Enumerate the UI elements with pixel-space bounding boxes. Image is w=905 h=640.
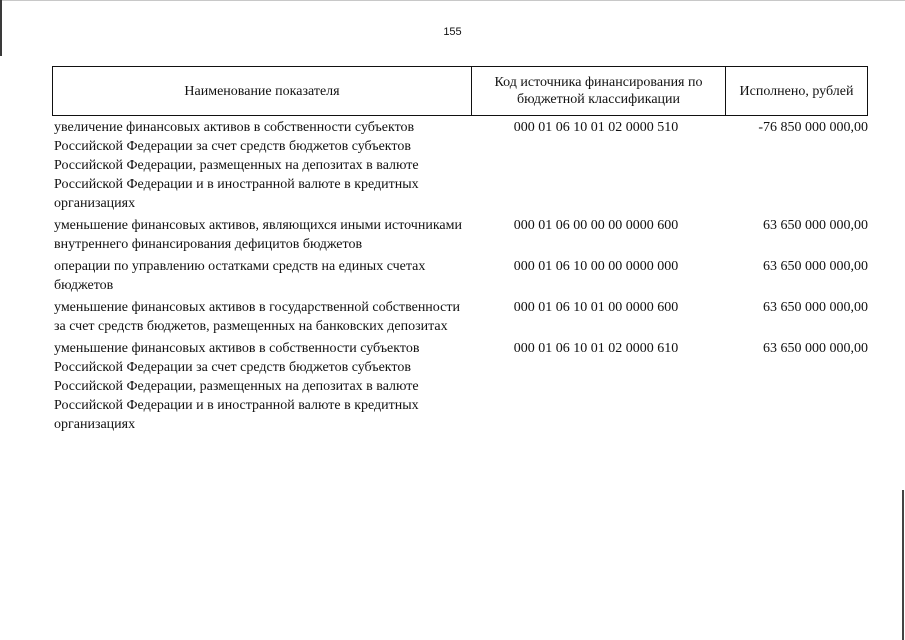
column-header-name: Наименование показателя bbox=[53, 67, 472, 115]
row-code: 000 01 06 10 01 02 0000 510 bbox=[513, 120, 679, 135]
row-name: уменьшение финансовых активов в собственности субъектов Российской Федерации за счет средств бюджетов субъектов Российской Федерации, размещенных на депозитах в валюте Российской Федерации и в иностранной валюте в кредитных организациях bbox=[54, 341, 420, 432]
table-row bbox=[54, 216, 868, 254]
row-amount: 63 650 000 000,00 bbox=[763, 259, 868, 274]
row-amount: 63 650 000 000,00 bbox=[763, 218, 868, 233]
scan-top-border bbox=[0, 0, 905, 1]
table-row bbox=[54, 257, 868, 295]
row-name: увеличение финансовых активов в собственности субъектов Российской Федерации за счет средств бюджетов субъектов Российской Федерации, размещенных на депозитах в валюте Российской Федерации и в иностранной валюте в кредитных организациях bbox=[54, 120, 419, 211]
row-amount: 63 650 000 000,00 bbox=[763, 341, 868, 356]
row-name: уменьшение финансовых активов в государственной собственности за счет средств бюджетов, размещенных на банковских депозитах bbox=[54, 300, 460, 334]
column-header-code: Код источника финансирования по бюджетной классификации bbox=[472, 67, 726, 115]
row-code: 000 01 06 10 01 00 0000 600 bbox=[513, 300, 679, 315]
row-code: 000 01 06 10 01 02 0000 610 bbox=[513, 341, 679, 356]
table-row bbox=[54, 339, 868, 434]
page-number: 155 bbox=[443, 26, 462, 38]
row-code: 000 01 06 00 00 00 0000 600 bbox=[513, 218, 679, 233]
row-name: уменьшение финансовых активов, являющихся иными источниками внутреннего финансирования дефицитов бюджетов bbox=[54, 218, 462, 252]
table-row bbox=[54, 298, 868, 336]
table-row bbox=[54, 118, 868, 213]
row-amount: 63 650 000 000,00 bbox=[763, 300, 868, 315]
scan-right-edge bbox=[902, 490, 904, 640]
row-name: операции по управлению остатками средств на единых счетах бюджетов bbox=[54, 259, 426, 293]
column-header-amount: Исполнено, рублей bbox=[739, 83, 854, 99]
table-header bbox=[52, 66, 868, 116]
table-body bbox=[54, 118, 868, 437]
row-amount: -76 850 000 000,00 bbox=[758, 120, 868, 135]
row-code: 000 01 06 10 00 00 0000 000 bbox=[513, 259, 679, 274]
